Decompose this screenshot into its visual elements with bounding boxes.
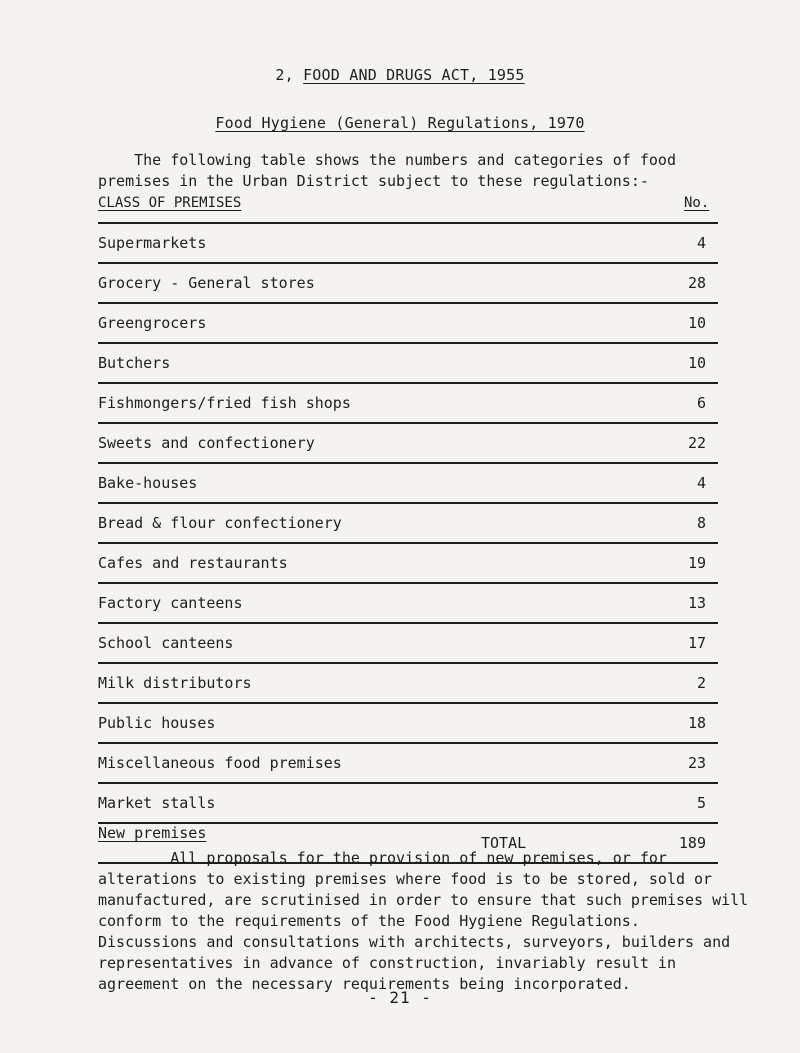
table-row <box>98 704 718 742</box>
premises-count: 2 <box>696 674 706 692</box>
table-row <box>98 664 718 702</box>
premises-count: 5 <box>696 794 706 812</box>
premises-count: 4 <box>696 234 706 252</box>
total-value: 189 <box>678 834 706 852</box>
premises-count: 13 <box>687 594 706 612</box>
table-row <box>98 624 718 662</box>
table-row <box>98 384 718 422</box>
premises-class: Miscellaneous food premises <box>98 754 342 772</box>
premises-count: 4 <box>696 474 706 492</box>
paragraph-line: representatives in advance of construction, invariably result in <box>98 954 676 972</box>
table-row <box>98 784 718 822</box>
table-row <box>98 744 718 782</box>
premises-count: 22 <box>687 434 706 452</box>
table-row <box>98 424 718 462</box>
intro-line: The following table shows the numbers and categories of food <box>98 151 676 169</box>
premises-count: 10 <box>687 314 706 332</box>
table-row <box>98 264 718 302</box>
table-row <box>98 224 718 262</box>
premises-class: Sweets and confectionery <box>98 434 315 452</box>
premises-class: School canteens <box>98 634 234 652</box>
section-number: 2, <box>275 66 294 84</box>
premises-class: Factory canteens <box>98 594 243 612</box>
page-number: - 21 - <box>368 988 432 1007</box>
table-row <box>98 304 718 342</box>
paragraph-line: alterations to existing premises where food is to be stored, sold or <box>98 870 713 888</box>
paragraph-line: Discussions and consultations with architects, surveyors, builders and <box>98 933 731 951</box>
premises-count: 10 <box>687 354 706 372</box>
premises-count: 17 <box>687 634 706 652</box>
premises-class: Grocery - General stores <box>98 274 315 292</box>
table-row <box>98 464 718 502</box>
table-row <box>98 504 718 542</box>
table-row <box>98 344 718 382</box>
paragraph-line: agreement on the necessary requirements being incorporated. <box>98 975 631 993</box>
premises-class: Bread & flour confectionery <box>98 514 342 532</box>
new-premises-paragraph <box>98 848 748 995</box>
column-header-class: CLASS OF PREMISES <box>98 195 242 211</box>
premises-class: Butchers <box>98 354 171 372</box>
table-row <box>98 544 718 582</box>
column-header-number: No. <box>684 195 710 211</box>
premises-class: Cafes and restaurants <box>98 554 288 572</box>
paragraph-line: conform to the requirements of the Food Hygiene Regulations. <box>98 912 640 930</box>
premises-count: 8 <box>696 514 706 532</box>
section-heading <box>0 66 800 84</box>
new-premises-heading: New premises <box>98 824 207 842</box>
subtitle-text: Food Hygiene (General) Regulations, 1970 <box>215 114 585 132</box>
table-row <box>98 584 718 622</box>
intro-paragraph <box>98 150 676 192</box>
premises-class: Greengrocers <box>98 314 207 332</box>
premises-class: Public houses <box>98 714 216 732</box>
premises-class: Fishmongers/fried fish shops <box>98 394 351 412</box>
intro-line: premises in the Urban District subject to these regulations:- <box>98 172 649 190</box>
premises-count: 23 <box>687 754 706 772</box>
premises-count: 6 <box>696 394 706 412</box>
paragraph-line: All proposals for the provision of new premises, or for <box>98 849 667 867</box>
section-title: FOOD AND DRUGS ACT, 1955 <box>303 66 525 84</box>
premises-class: Milk distributors <box>98 674 252 692</box>
premises-class: Supermarkets <box>98 234 207 252</box>
total-label: TOTAL <box>481 834 527 852</box>
premises-count: 18 <box>687 714 706 732</box>
paragraph-line: manufactured, are scrutinised in order to ensure that such premises will <box>98 891 749 909</box>
premises-count: 19 <box>687 554 706 572</box>
regulations-subtitle <box>0 114 800 132</box>
premises-count: 28 <box>687 274 706 292</box>
premises-class: Bake-houses <box>98 474 198 492</box>
premises-class: Market stalls <box>98 794 216 812</box>
premises-table <box>98 222 718 864</box>
